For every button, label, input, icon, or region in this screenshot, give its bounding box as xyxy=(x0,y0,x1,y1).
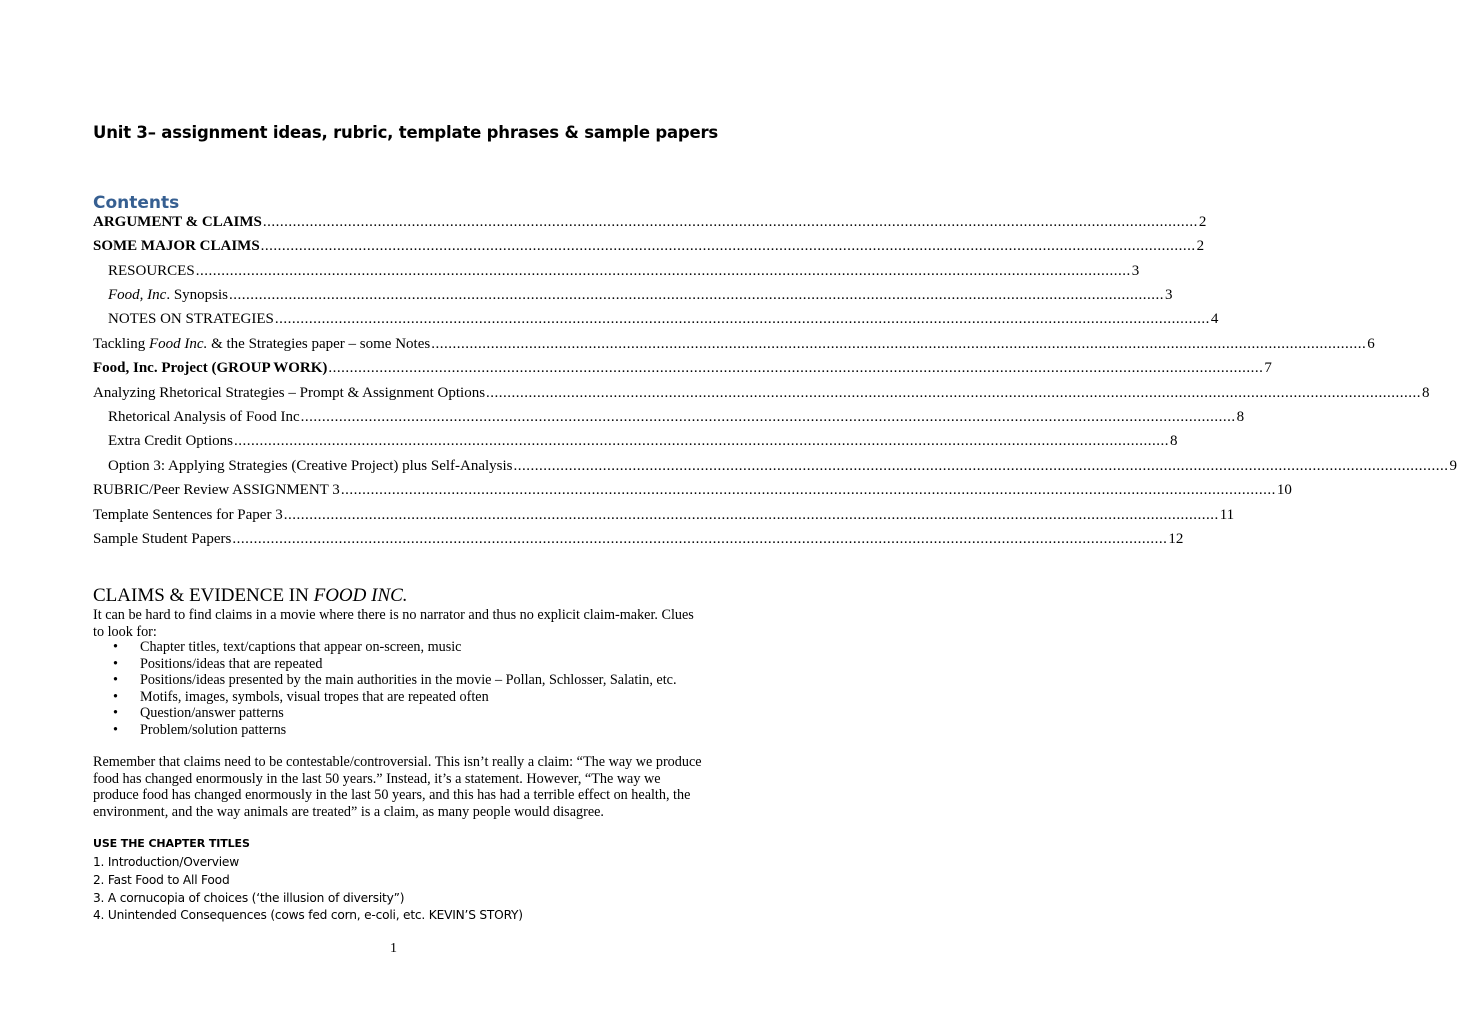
toc-entry-label: ARGUMENT & CLAIMS xyxy=(93,214,262,230)
toc-entry-food-inc-project[interactable] xyxy=(93,360,1272,380)
bullet-icon: • xyxy=(113,639,118,655)
toc-page-number: 8 xyxy=(1169,433,1178,449)
toc-page-number: 12 xyxy=(1168,531,1184,547)
toc-entry-label: Food, Inc. Synopsis xyxy=(108,287,229,303)
section-heading: CLAIMS & EVIDENCE IN FOOD INC. xyxy=(93,585,408,606)
toc-page-number: 10 xyxy=(1276,482,1292,498)
toc-leader: ............................................................................................................................................................................................................................ xyxy=(232,531,1168,547)
toc-page-number: 8 xyxy=(1236,409,1245,425)
toc-leader: ............................................................................................................................................................................................................................ xyxy=(195,263,1131,279)
chapters-heading: USE THE CHAPTER TITLES xyxy=(93,837,250,850)
toc-heading: Contents xyxy=(93,193,180,213)
toc-entry-label: Tackling Food Inc. & the Strategies paper – some Notes xyxy=(93,336,431,352)
toc-entry-resources[interactable] xyxy=(108,263,1140,283)
toc-leader: ............................................................................................................................................................................................................................ xyxy=(300,409,1236,425)
toc-leader: ............................................................................................................................................................................................................................ xyxy=(486,385,1422,401)
toc-entry-tackling-food-inc[interactable] xyxy=(93,336,1375,356)
toc-page-number: 6 xyxy=(1367,336,1375,352)
list-item: • Motifs, images, symbols, visual tropes that are repeated often xyxy=(113,688,489,705)
toc-leader: ............................................................................................................................................................................................................................ xyxy=(328,360,1264,376)
toc-page-number: 7 xyxy=(1264,360,1272,376)
toc-entry-label: Sample Student Papers xyxy=(93,531,232,547)
bullet-icon: • xyxy=(113,688,118,705)
toc-entry-sample-papers[interactable] xyxy=(93,531,1184,551)
toc-page-number: 4 xyxy=(1210,311,1219,327)
toc-entry-label: Extra Credit Options xyxy=(108,433,233,449)
toc-entry-rubric[interactable] xyxy=(93,482,1292,502)
toc-page-number: 3 xyxy=(1165,287,1173,303)
toc-leader: ............................................................................................................................................................................................................................ xyxy=(283,507,1219,523)
remember-paragraph: Remember that claims need to be contestable/controversial. This isn’t really a claim: “The way we produce food has changed enormously in the last 50 years.” Instead, it’s a statement. However, “The way we produce food has changed enormously in the last 50 years, and this has had a terrible effect on health, the environment, and the way animals are treated” is a claim, as many people would disagree. xyxy=(93,754,702,820)
list-item: • Chapter titles, text/captions that appear on-screen, music xyxy=(113,639,462,655)
chapter-item: 2. Fast Food to All Food xyxy=(93,873,230,887)
toc-entry-label: Analyzing Rhetorical Strategies – Prompt & Assignment Options xyxy=(93,385,486,401)
toc-entry-rhetorical-analysis[interactable] xyxy=(108,409,1245,429)
toc-entry-food-inc-synopsis[interactable] xyxy=(108,287,1173,307)
toc-page-number: 2 xyxy=(1198,214,1207,230)
intro-paragraph: It can be hard to find claims in a movie where there is no narrator and thus no explicit claim-maker. Clues to look for: xyxy=(93,607,694,640)
toc-entry-label: Rhetorical Analysis of Food Inc xyxy=(108,409,300,425)
toc-entry-label: SOME MAJOR CLAIMS xyxy=(93,238,260,254)
toc-leader: ............................................................................................................................................................................................................................ xyxy=(233,433,1169,449)
toc-page-number: 9 xyxy=(1449,458,1457,474)
toc-entry-analyzing-rhetorical-strategies[interactable] xyxy=(93,385,1430,405)
list-item: • Problem/solution patterns xyxy=(113,721,287,738)
page-number: 1 xyxy=(390,941,397,956)
toc-entry-label: Food, Inc. Project (GROUP WORK) xyxy=(93,360,328,376)
document-title: Unit 3– assignment ideas, rubric, template phrases & sample papers xyxy=(93,123,719,142)
toc-entry-notes-on-strategies[interactable] xyxy=(108,311,1219,331)
toc-page-number: 3 xyxy=(1131,263,1140,279)
toc-leader: ............................................................................................................................................................................................................................ xyxy=(229,287,1165,303)
toc-entry-option-3[interactable] xyxy=(108,458,1457,478)
bullet-icon: • xyxy=(113,705,118,721)
toc-leader: ............................................................................................................................................................................................................................ xyxy=(513,458,1449,474)
bullet-icon: • xyxy=(113,672,118,688)
bullet-icon: • xyxy=(113,721,118,738)
toc-entry-template-sentences[interactable] xyxy=(93,507,1235,527)
toc-leader: ............................................................................................................................................................................................................................ xyxy=(260,238,1196,254)
toc-entry-argument-claims[interactable] xyxy=(93,214,1207,234)
list-item: • Question/answer patterns xyxy=(113,705,284,721)
toc-leader: ............................................................................................................................................................................................................................ xyxy=(262,214,1198,230)
toc-entry-label: RESOURCES xyxy=(108,263,195,279)
toc-entry-label: Template Sentences for Paper 3 xyxy=(93,507,283,523)
chapter-item: 3. A cornucopia of choices (‘the illusion of diversity”) xyxy=(93,891,405,905)
toc-leader: ............................................................................................................................................................................................................................ xyxy=(274,311,1210,327)
toc-entry-some-major-claims[interactable] xyxy=(93,238,1205,258)
bullet-icon: • xyxy=(113,655,118,672)
toc-leader: ............................................................................................................................................................................................................................ xyxy=(340,482,1276,498)
toc-entry-label: NOTES ON STRATEGIES xyxy=(108,311,274,327)
toc-page-number: 2 xyxy=(1196,238,1205,254)
chapter-item: 1. Introduction/Overview xyxy=(93,855,239,869)
toc-entry-label: Option 3: Applying Strategies (Creative Project) plus Self-Analysis xyxy=(108,458,513,474)
chapter-item: 4. Unintended Consequences (cows fed corn, e-coli, etc. KEVIN’S STORY) xyxy=(93,908,523,922)
toc-entry-label: RUBRIC/Peer Review ASSIGNMENT 3 xyxy=(93,482,340,498)
toc-page-number: 8 xyxy=(1422,385,1430,401)
toc-entry-extra-credit[interactable] xyxy=(108,433,1178,453)
list-item: • Positions/ideas presented by the main authorities in the movie – Pollan, Schlosser, Salatin, etc. xyxy=(113,672,677,688)
toc-leader: ............................................................................................................................................................................................................................ xyxy=(431,336,1367,352)
toc-page-number: 11 xyxy=(1219,507,1235,523)
list-item: • Positions/ideas that are repeated xyxy=(113,655,323,672)
